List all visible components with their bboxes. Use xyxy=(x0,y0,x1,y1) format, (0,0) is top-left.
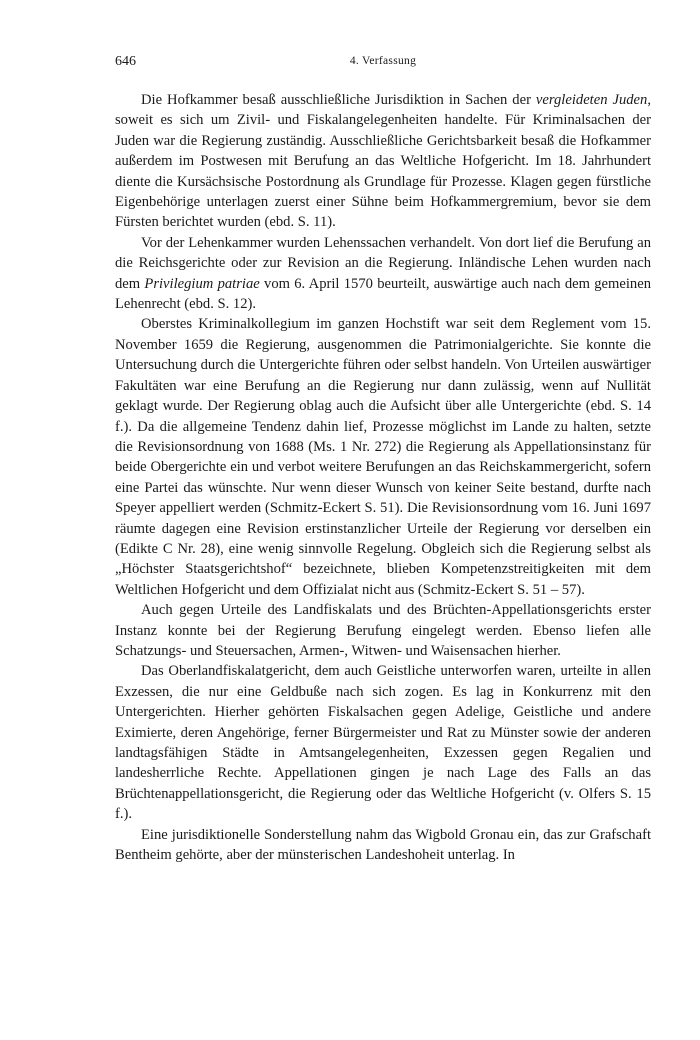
running-head: 4. Verfassung xyxy=(349,55,417,67)
page-header xyxy=(115,54,651,72)
italic-term: vergleideten Juden xyxy=(535,92,648,108)
italic-term: Privilegium patriae xyxy=(144,275,260,292)
body-text xyxy=(115,90,651,865)
paragraph xyxy=(115,600,651,661)
text-run: Eine jurisdiktionelle Sonderstellung nahm das Wigbold Gronau ein, das zur Grafschaft Bentheim gehörte, aber der münsterischen Landeshoheit unterlag. In xyxy=(115,826,651,864)
text-run: Das Oberlandfiskalatgericht, dem auch Geistliche unterworfen waren, urteilte in allen Exzessen, die nur eine Geldbuße nach sich zogen. Es lag in Konkurrenz mit den Untergerichten. Hierher gehörten Fiskalsachen gegen Adelige, Geistliche und andere Eximierte, deren Angehörige, ferner Bürgermeister und Rat zu Münster sowie der anderen landtagsfähigen Städte in Amtsangelegenheiten, Exzessen gegen Regalien und landesherrliche Rechte. Appellationen gingen je nach Lage des Falls an das Brüchtenappellationsgericht, die Regierung oder das Weltliche Hofgericht (v. Olfers S. 15 f.). xyxy=(115,663,651,823)
text-run: Die Hofkammer besaß ausschließliche Jurisdiktion in Sachen der xyxy=(141,92,536,108)
paragraph xyxy=(115,233,651,315)
text-run: Auch gegen Urteile des Landfiskalats und des Brüchten-Appellationsgerichts erster Instanz konnte bei der Regierung Berufung eingelegt werden. Ebenso liefen alle Schatzungs- und Steuersachen, Armen-, Witwen- und Waisensachen hierher. xyxy=(115,602,651,659)
paragraph xyxy=(115,314,651,600)
text-run: , soweit es sich um Zivil- und Fiskalangelegenheiten handelte. Für Kriminalsachen der Juden war die Regierung zuständig. Ausschließliche Gerichtsbarkeit besaß die Hofkammer außerdem im Postwesen mit Berufung an das Weltliche Hofgericht. Im 18. Jahrhundert diente die Kursächsische Postordnung als Grundlage für Prozesse. Klagen gegen fürstliche Eigenbehörige unterlagen zuerst einer Sühne beim Hofkammergremium, bevor sie dem Fürsten berichtet wurden (ebd. S. 11). xyxy=(115,92,651,231)
text-run: Vor der Lehenkammer wurden Lehenssachen verhandelt. Von dort lief die Berufung an die Reichsgerichte oder zur Revision an die Regierung. Inländische Lehen wurden nach dem xyxy=(115,234,651,292)
paragraph xyxy=(115,90,651,233)
paragraph xyxy=(115,661,651,824)
paragraph xyxy=(115,825,651,866)
page-number: 646 xyxy=(115,54,136,69)
text-run: vom 6. April 1570 beurteilt, auswärtige auch nach dem gemeinen Lehenrecht (ebd. S. 12). xyxy=(115,275,651,313)
text-run: Oberstes Kriminalkollegium im ganzen Hochstift war seit dem Reglement vom 15. November 1659 die Regierung, ausgenommen die Patrimonialgerichte. Sie konnte die Untersuchung durch die Untergerichte führen oder selbst handeln. Von Urteilen auswärtiger Fakultäten war eine Berufung an die Regierung nur dann zulässig, wenn auf Nullität geklagt wurde. Der Regierung oblag auch die Aufsicht über alle Untergerichte (ebd. S. 14 f.). Da die allgemeine Tendenz dahin lief, Prozesse möglichst im Lande zu halten, setzte die Revisionsordnung von 1688 (Ms. 1 Nr. 272) die Regierung als Appellationsinstanz für beide Obergerichte ein und verbot weitere Berufungen an das Reichskammergericht, sofern eine Partei das wünschte. Nur wenn dieser Wunsch von keiner Seite bestand, durfte nach Speyer appelliert werden (Schmitz-Eckert S. 51). Die Revisionsordnung vom 16. Juni 1697 räumte dagegen eine Revision erstinstanzlicher Urteile der Regierung vor derselben ein (Edikte C Nr. 28), eine wenig sinnvolle Regelung. Obgleich sich die Regierung selbst als „Höchster Staatsgerichtshof“ bezeichnete, blieben Kompetenzstreitigkeiten mit dem Weltlichen Hofgericht und dem Offizialat nicht aus (Schmitz-Eckert S. 51 – 57). xyxy=(115,316,651,598)
